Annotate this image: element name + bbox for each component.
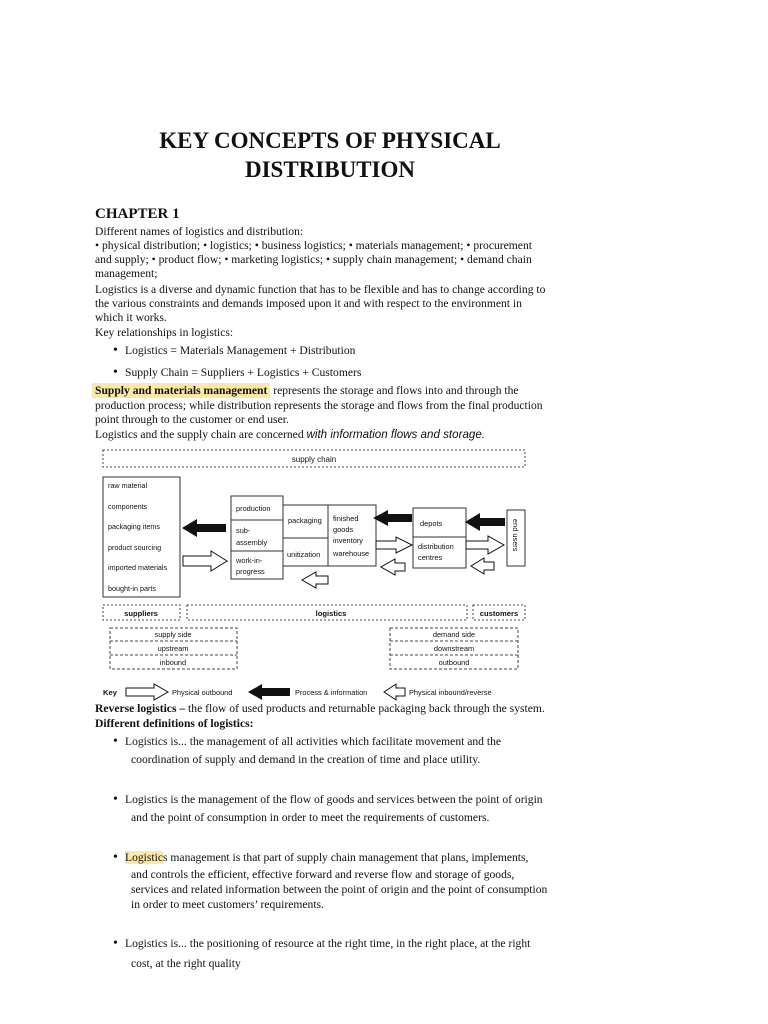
names-line-2: and supply; • product flow; • marketing logistics; • supply chain management; • demand chain [95,253,532,266]
key-inbound-arrow [384,684,405,700]
definition-3-line-4: in order to meet customers’ requirements. [131,898,324,911]
definition-line-3: which it works. [95,311,167,324]
definition-2-line-1: Logistics is the management of the flow of goods and services between the point of origin [125,793,543,806]
definition-2-line-2: and the point of consumption in order to meet the requirements of customers. [131,811,490,824]
page-title-line-2: DISTRIBUTION [245,157,415,182]
process-arrow-2 [373,510,412,526]
definition-2: • Logistics is the management of the flow of goods and services between the point of origin [113,792,543,807]
definition-1: • Logistics is... the management of all activities which facilitate movement and the [113,734,502,749]
raw-materials-box [103,477,180,597]
outbound-arrow-1 [183,551,227,571]
raw-item-3: packaging items [108,522,160,531]
key-outbound-arrow [126,684,168,700]
inbound-label: inbound [159,658,187,667]
raw-item-2: components [108,502,148,511]
smm-rest: represents the storage and flows into and through the [270,384,519,397]
definition-3-line-3: services and related information between the point of origin and the point of consumption [131,883,548,896]
definition-3-rest: s management is that part of supply chain management that plans, implements, [163,851,529,864]
definition-1-line-2: coordination of supply and demand in the creation of time and place utility. [131,753,481,766]
production-label: production [236,504,271,513]
names-heading: Different names of logistics and distribution: [95,225,304,238]
inbound-arrow-1 [302,572,328,588]
dc-label-2: centres [418,553,443,562]
definition-line-2: the various constraints and demands imposed upon it and with respect to the environment in [95,297,522,310]
definition-1-line-1: Logistics is... the management of all activities which facilitate movement and the [125,735,502,748]
page-title-line-1: KEY CONCEPTS OF PHYSICAL [159,128,501,153]
raw-item-1: raw material [108,481,148,490]
inbound-arrow-2 [381,559,405,575]
smm-line-1 [92,384,572,399]
info-plain: Logistics and the supply chain are concerned [95,428,307,441]
reverse-bold: Reverse logistics – [95,702,186,715]
definition-4-line-2: cost, at the right quality [131,957,241,970]
supply-chain-label: supply chain [291,455,337,464]
smm-line-2: production process; while distribution represents the storage and flows from the final production [95,399,543,412]
end-users-label: end users [511,519,520,552]
definition-line-1: Logistics is a diverse and dynamic function that has to be flexible and has to change according to [95,283,546,296]
relationship-bullet-1-text: Logistics = Materials Management + Distribution [125,344,356,357]
depots-label: depots [420,519,443,528]
key-relationships-heading: Key relationships in logistics: [95,326,234,339]
key-outbound-label: Physical outbound [172,688,233,697]
smm-highlight: Supply and materials management [92,383,270,398]
definition-3-line-2: and controls the efficient, effective forward and reverse flow and storage of goods, [131,868,515,881]
definition-3: • Logistics management is that part of supply chain management that plans, implements, [113,850,529,865]
inbound-arrow-3 [471,558,494,574]
definitions-heading: Different definitions of logistics: [95,717,254,730]
definition-4-line-1: Logistics is... the positioning of resource at the right time, in the right place, at the right [125,937,531,950]
chapter-heading: CHAPTER 1 [95,206,180,222]
process-arrow-1 [182,519,226,537]
relationship-bullet-1: • Logistics = Materials Management + Distribution [113,343,356,358]
unitization-label: unitization [287,550,321,559]
finished-label-2: goods [333,525,354,534]
definition-4: • Logistics is... the positioning of resource at the right time, in the right place, at the right [113,936,531,951]
outbound-label: outbound [438,658,470,667]
key-process-label: Process & information [295,688,368,697]
customers-label: customers [479,609,519,618]
sub-assembly-label-1: sub- [236,526,251,535]
downstream-label: downstream [433,644,475,653]
suppliers-label: suppliers [124,609,158,618]
demand-side-label: demand side [432,630,476,639]
warehouse-label: warehouse [333,549,370,558]
finished-label-1: finished [333,514,359,523]
relationship-bullet-2: • Supply Chain = Suppliers + Logistics + Customers [113,365,362,380]
dc-label-1: distribution [418,542,454,551]
outbound-arrow-2 [376,537,412,553]
raw-item-5: imported materials [108,563,168,572]
names-line-3: management; [95,267,158,280]
wip-label-1: work-in- [236,556,263,565]
packaging-label: packaging [288,516,322,525]
key-process-arrow [248,684,290,700]
raw-item-4: product sourcing [108,543,162,552]
finished-label-3: inventory [333,536,363,545]
process-arrow-3 [465,513,505,531]
relationship-bullet-2-text: Supply Chain = Suppliers + Logistics + Customers [125,366,362,379]
definition-3-highlight: Logistic [125,851,163,864]
sub-assembly-label-2: assembly [236,538,268,547]
smm-line-3: point through to the customer or end user. [95,413,289,426]
outbound-arrow-3 [466,536,504,554]
reverse-logistics-line [95,702,575,717]
logistics-label: logistics [315,609,347,618]
key-label: Key [103,688,117,697]
raw-item-6: bought-in parts [108,584,156,593]
upstream-label: upstream [157,644,189,653]
key-inbound-label: Physical inbound/reverse [409,688,492,697]
names-line-1: • physical distribution; • logistics; • business logistics; • materials management; • procurement [95,239,532,252]
supply-side-label: supply side [154,630,192,639]
reverse-rest: the flow of used products and returnable packaging back through the system. [185,702,545,715]
info-italic: with information flows and storage. [306,428,486,441]
wip-label-2: progress [236,567,265,576]
supply-chain-diagram [0,440,768,710]
